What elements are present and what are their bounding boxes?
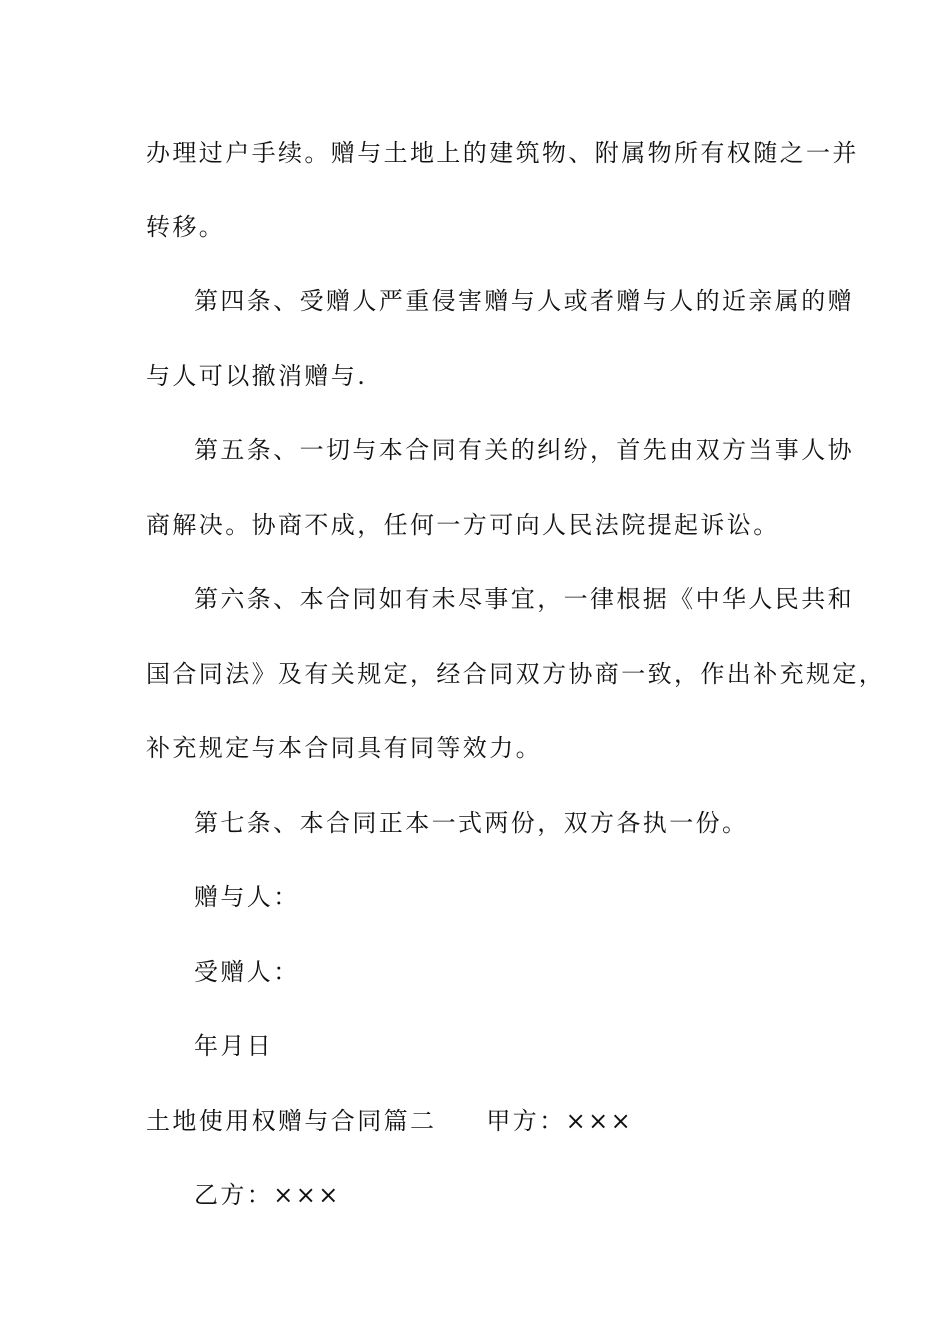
donor-signature-label: 赠与人： [194, 883, 300, 911]
section-heading-line [146, 1105, 633, 1137]
date-label: 年月日 [194, 1032, 274, 1060]
paragraph-line: 办理过户手续。赠与土地上的建筑物、附属物所有权随之一并 [146, 139, 859, 167]
section-title: 土地使用权赠与合同篇二 [146, 1107, 437, 1135]
article-five-line: 第五条、一切与本合同有关的纠纷，首先由双方当事人协 [194, 436, 854, 464]
paragraph-line: 转移。 [146, 213, 226, 241]
article-seven-line: 第七条、本合同正本一式两份，双方各执一份。 [194, 809, 749, 837]
article-six-line: 第六条、本合同如有未尽事宜，一律根据《中华人民共和 [194, 585, 854, 613]
article-four-line: 第四条、受赠人严重侵害赠与人或者赠与人的近亲属的赠 [194, 287, 854, 315]
paragraph-line: 商解决。协商不成，任何一方可向人民法院提起诉讼。 [146, 511, 780, 539]
party-b-label: 乙方：××× [194, 1181, 341, 1209]
party-a-label: 甲方：××× [486, 1107, 634, 1135]
donee-signature-label: 受赠人： [194, 958, 300, 986]
paragraph-line: 国合同法》及有关规定，经合同双方协商一致，作出补充规定， [146, 660, 886, 688]
paragraph-line: 补充规定与本合同具有同等效力。 [146, 734, 542, 762]
paragraph-line: 与人可以撤消赠与. [146, 362, 368, 390]
